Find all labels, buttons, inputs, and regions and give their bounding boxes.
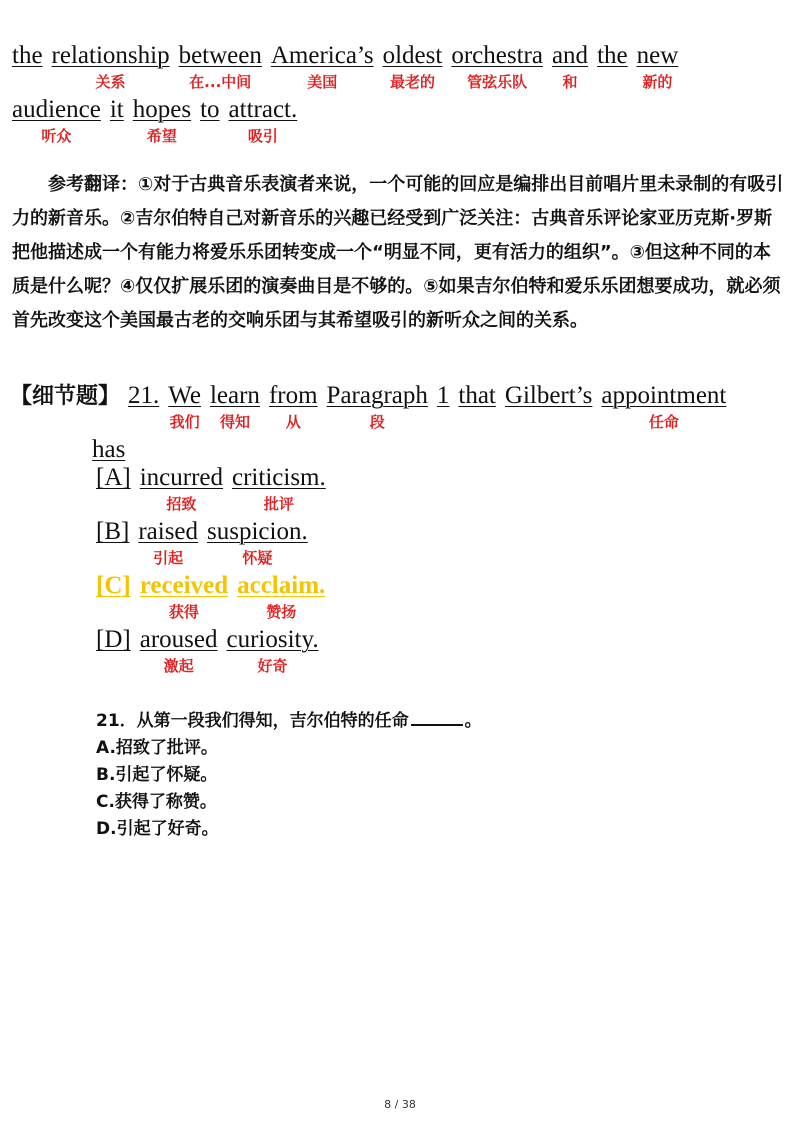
gloss-word: [229, 96, 298, 146]
english-word: it: [109, 96, 124, 123]
chinese-choice-b: B.引起了怀疑。: [96, 765, 218, 785]
page-number: 8 / 38: [384, 1098, 416, 1111]
gloss-word: [232, 464, 326, 514]
gloss-word: [138, 518, 198, 568]
chinese-gloss: 好奇: [257, 657, 288, 675]
gloss-word: [269, 382, 318, 432]
chinese-question: [96, 708, 482, 843]
gloss-word: [200, 96, 219, 146]
gloss-word: [601, 382, 726, 432]
gloss-word: [140, 626, 218, 676]
gloss-word: [168, 382, 201, 432]
chinese-gloss: 招致: [166, 495, 197, 513]
chinese-gloss: 赞扬: [266, 603, 297, 621]
gloss-word: [207, 518, 308, 568]
english-word: relationship: [51, 42, 170, 69]
gloss-word: [133, 96, 191, 146]
chinese-gloss: 最老的: [389, 73, 435, 91]
gloss-line-2: [12, 96, 306, 146]
answer-blank: [411, 708, 463, 726]
option-letter: [B]: [96, 518, 130, 545]
question-type-tag: 【细节题】: [10, 384, 121, 409]
chinese-gloss: 吸引: [247, 127, 278, 145]
gloss-word: [140, 464, 223, 514]
gloss-word: [552, 42, 588, 92]
english-word: received: [139, 572, 229, 599]
option-letter: [D]: [96, 626, 131, 653]
english-word: America’s: [270, 42, 374, 69]
english-word: acclaim.: [237, 572, 326, 599]
english-word: criticism.: [232, 464, 326, 491]
gloss-word: [12, 42, 43, 92]
gloss-word: [458, 382, 496, 432]
gloss-word: [179, 42, 262, 92]
english-word: 21.: [128, 382, 160, 409]
gloss-word: [92, 436, 125, 464]
gloss-word: [327, 382, 428, 432]
chinese-gloss: 怀疑: [242, 549, 273, 567]
english-word: raised: [138, 518, 199, 545]
gloss-word: [128, 382, 159, 432]
english-word: to: [200, 96, 220, 123]
gloss-word: [437, 382, 450, 432]
english-word: 1: [436, 382, 450, 409]
english-word: curiosity.: [226, 626, 319, 653]
english-word: aroused: [139, 626, 218, 653]
chinese-gloss: 在...中间: [189, 73, 252, 91]
chinese-gloss: 引起: [153, 549, 184, 567]
english-word: Gilbert’s: [504, 382, 593, 409]
english-word: suspicion.: [207, 518, 308, 545]
chinese-gloss: 管弦乐队: [467, 73, 528, 91]
english-word: has: [92, 436, 126, 463]
chinese-gloss: 我们: [169, 413, 200, 431]
option-letter: [C]: [96, 572, 131, 599]
option-a[interactable]: [96, 464, 335, 514]
gloss-word: [237, 572, 325, 622]
english-word: audience: [12, 96, 101, 123]
gloss-word: [271, 42, 374, 92]
gloss-word: [451, 42, 543, 92]
reference-translation: 参考翻译：①对于古典音乐表演者来说，一个可能的回应是编排出目前唱片里未录制的有吸引力的新音乐。②吉尔伯特自己对新音乐的兴趣已经受到广泛关注：古典音乐评论家亚历克斯·罗斯把他描述成一个有能力将爱乐乐团转变成一个“明显不同，更有活力的组织”。③但这种不同的本质是什么呢？④仅仅扩展乐团的演奏曲目是不够的。⑤如果吉尔伯特和爱乐乐团想要成功，就必须首先改变这个美国最古老的交响乐团与其希望吸引的新听众之间的关系。: [12, 174, 784, 331]
gloss-word: [637, 42, 679, 92]
chinese-gloss: 任命: [648, 413, 679, 431]
english-word: from: [268, 382, 318, 409]
english-word: appointment: [601, 382, 727, 409]
chinese-gloss: 和: [562, 73, 578, 91]
english-word: orchestra: [451, 42, 543, 69]
chinese-gloss: 从: [285, 413, 301, 431]
english-word: and: [551, 42, 589, 69]
english-word: the: [12, 42, 43, 69]
chinese-choice-a: A.招致了批评。: [96, 738, 218, 758]
chinese-gloss: 得知: [219, 413, 250, 431]
gloss-line-1: [12, 42, 687, 92]
english-word: that: [458, 382, 496, 409]
chinese-choice-c: C.获得了称赞。: [96, 792, 217, 812]
chinese-gloss: 新的: [642, 73, 673, 91]
chinese-gloss: 听众: [41, 127, 72, 145]
english-word: oldest: [382, 42, 443, 69]
english-word: between: [178, 42, 262, 69]
gloss-word: [597, 42, 628, 92]
gloss-word: [12, 96, 101, 146]
chinese-gloss: 希望: [146, 127, 177, 145]
chinese-gloss: 关系: [95, 73, 126, 91]
option-letter: [A]: [96, 464, 131, 491]
chinese-gloss: 获得: [168, 603, 199, 621]
chinese-gloss: 激起: [163, 657, 194, 675]
gloss-word: [505, 382, 593, 432]
gloss-word: [140, 572, 228, 622]
question-stem-continuation: [92, 436, 134, 464]
chinese-gloss: 美国: [307, 73, 338, 91]
english-word: new: [636, 42, 679, 69]
english-word: incurred: [139, 464, 224, 491]
english-word: hopes: [132, 96, 192, 123]
gloss-word: [52, 42, 170, 92]
option-b[interactable]: [96, 518, 317, 568]
gloss-word: [110, 96, 124, 146]
question-stem: [10, 382, 735, 432]
chinese-gloss: 段: [369, 413, 385, 431]
gloss-word: [210, 382, 260, 432]
chinese-gloss: 批评: [263, 495, 294, 513]
chinese-question-stem: 21．从第一段我们得知，吉尔伯特的任命 。: [96, 708, 482, 735]
english-word: the: [597, 42, 628, 69]
option-d[interactable]: [96, 626, 328, 676]
english-word: attract.: [228, 96, 298, 123]
english-word: We: [168, 382, 201, 409]
chinese-choice-d: D.引起了好奇。: [96, 819, 219, 839]
gloss-word: [383, 42, 443, 92]
gloss-word: [226, 626, 318, 676]
option-c-correct[interactable]: [96, 572, 334, 622]
english-word: Paragraph: [326, 382, 428, 409]
english-word: learn: [209, 382, 260, 409]
